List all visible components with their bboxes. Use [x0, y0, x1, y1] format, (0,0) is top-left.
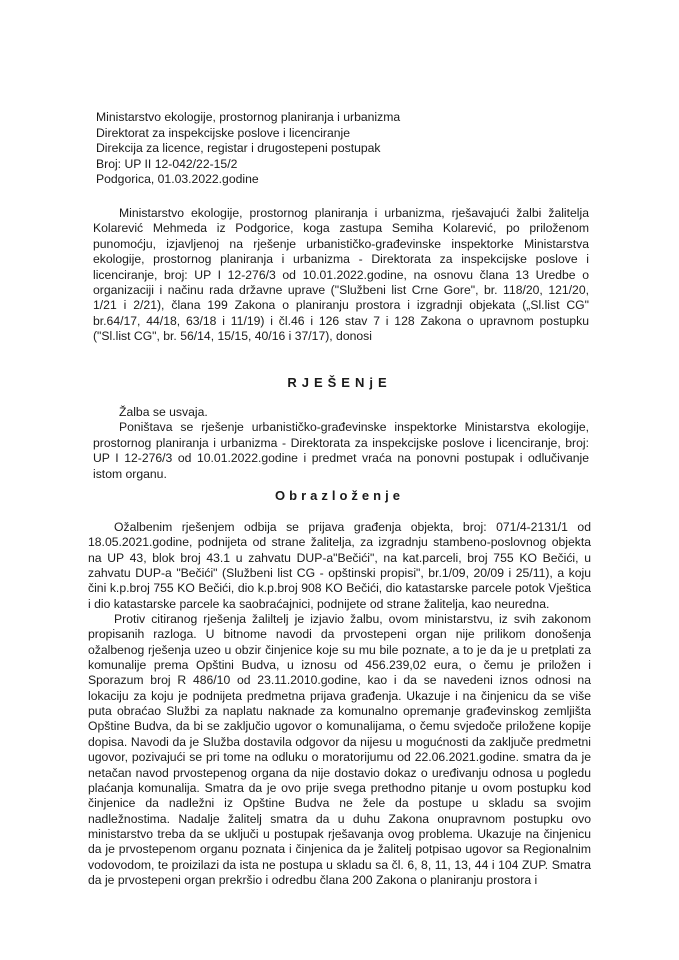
ruling-title: RJEŠENjE	[287, 375, 392, 390]
header-directorate: Direktorat za inspekcijske poslove i licenciranje	[96, 125, 351, 140]
reasoning-paragraph: Protiv citiranog rješenja žaliltelj je izjavio žalbu, ovom ministarstvu, iz svih zakonom propisanih razloga. U bitnome navodi da prvostepeni organ nije prilikom donošenja ožalbenog rješenja uzeo u obzir činjenice koje su mu bile poznate, a to je da je u pretplati za komunalije prema Opštini Budva, u iznosu od 456.239,02 eura, o čemu je priložen i Sporazum broj R 486/10 od 23.11.2010.godine, kao i da se navedeni iznos odnosi na lokaciju za koju je podnijeta predmetna prijava građenja. Ukazuje i na činjenicu da se više puta obraćao Službi za naplatu naknade za komunalno opremanje građevinskog zemljišta Opštine Budva, da bi se zaključio ugovor o komunalijama, o čemu svjedoče priložene kopije dopisa. Navodi da je Služba dostavila odgovor da nijesu u mogućnosti da zaključe predmetni ugovor, pozivajući se pri tome na odluku o moratorijumu od 22.06.2021.godine. smatra da je netačan navod prvostepenog organa da nije dostavio dokaz o uređivanju odnosa u pogledu plaćanja komunalija. Smatra da je ovo prije svega prethodno pitanje u ovom postupku kod činjenice da nadležni iz Opštine Budva ne žele da postupe u skladu sa svojim nadležnostima. Nadalje žalitelj smatra da u duhu Zakona onupravnom postupku ovo ministarstvo treba da se uključi u postupak rješavanja ovog problema. Ukazuje na činjenicu da je prvostepenom organu poznata i činjenica da je žalitelj potpisao ugovor sa Regionalnim vodovodom, te proizilazi da ista ne postupa u skladu sa čl. 6, 8, 11, 13, 44 i 104 ZUP. Smatra da je prvostepeni organ prekršio i odredbu člana 200 Zakona o planiranju prostora i	[88, 612, 591, 887]
document-header	[96, 110, 400, 188]
ruling-section	[93, 405, 589, 482]
header-ministry: Ministarstvo ekologije, prostornog planiranja i urbanizma	[96, 110, 401, 124]
intro-paragraph: Ministarstvo ekologije, prostornog planiranja i urbanizma, rješavajući žalbi žalitelja Kolarević Mehmeda iz Podgorice, koga zastupa Semiha Kolarević, po priloženom punomoćju, izjavljenoj na rješenje urbanističko-građevinske inspektorke Ministarstva ekologije, prostornog planiranja i urbanizma - Direktorata za inspekcijske poslove i licenciranje, broj: UP I 12-276/3 od 10.01.2022.godine, na osnovu člana 13 Uredbe o organizaciji i načinu rada državne uprave ("Službeni list Crne Gore", br. 118/20, 121/20, 1/21 i 2/21), člana 199 Zakona o planiranju prostora i izgradnji objekata („Sl.list CG" br.64/17, 44/18, 63/18 i 11/19) i čl.46 i 126 stav 7 i 128 Zakona o upravnom postupku ("Sl.list CG", br. 56/14, 15/15, 40/16 i 37/17), donosi	[93, 206, 589, 344]
reasoning-section	[88, 520, 591, 888]
reasoning-paragraph: Ožalbenim rješenjem odbija se prijava građenja objekta, broj: 071/4-2131/1 od 18.05.2021.godine, podnijeta od strane žalitelja, za izgradnju stambeno-poslovnog objekta na UP 43, blok broj 43.1 u zahvatu DUP-a"Bečići", na kat.parceli, broj 755 KO Bečići, u zahvatu DUP-a "Bečići" (Službeni list CG - opštinski propisi", br.1/09, 20/09 i 25/11), a koju čini k.p.broj 755 KO Bečići, dio k.p.broj 908 KO Bečići, dio katastarske parcele potok Vještica i dio katastarske parcele ka saobraćajnici, podnijete od strane žalitelja, kao neuredna.	[88, 520, 591, 611]
reasoning-title: Obrazloženje	[275, 488, 404, 503]
header-department: Direkcija za licence, registar i drugostepeni postupak	[96, 141, 381, 156]
ruling-paragraph: Žalba se usvaja.	[119, 405, 208, 419]
ruling-paragraph: Poništava se rješenje urbanističko-građevinske inspektorke Ministarstva ekologije, prostornog planiranja i urbanizma - Direktorata za inspekcijske poslove i licenciranje, broj: UP I 12-276/3 od 10.01.2022.godine i predmet vraća na ponovni postupak i odlučivanje istom organu.	[93, 420, 589, 481]
header-place-date: Podgorica, 01.03.2022.godine	[96, 172, 259, 187]
header-case-number: Broj: UP II 12-042/22-15/2	[96, 156, 238, 171]
